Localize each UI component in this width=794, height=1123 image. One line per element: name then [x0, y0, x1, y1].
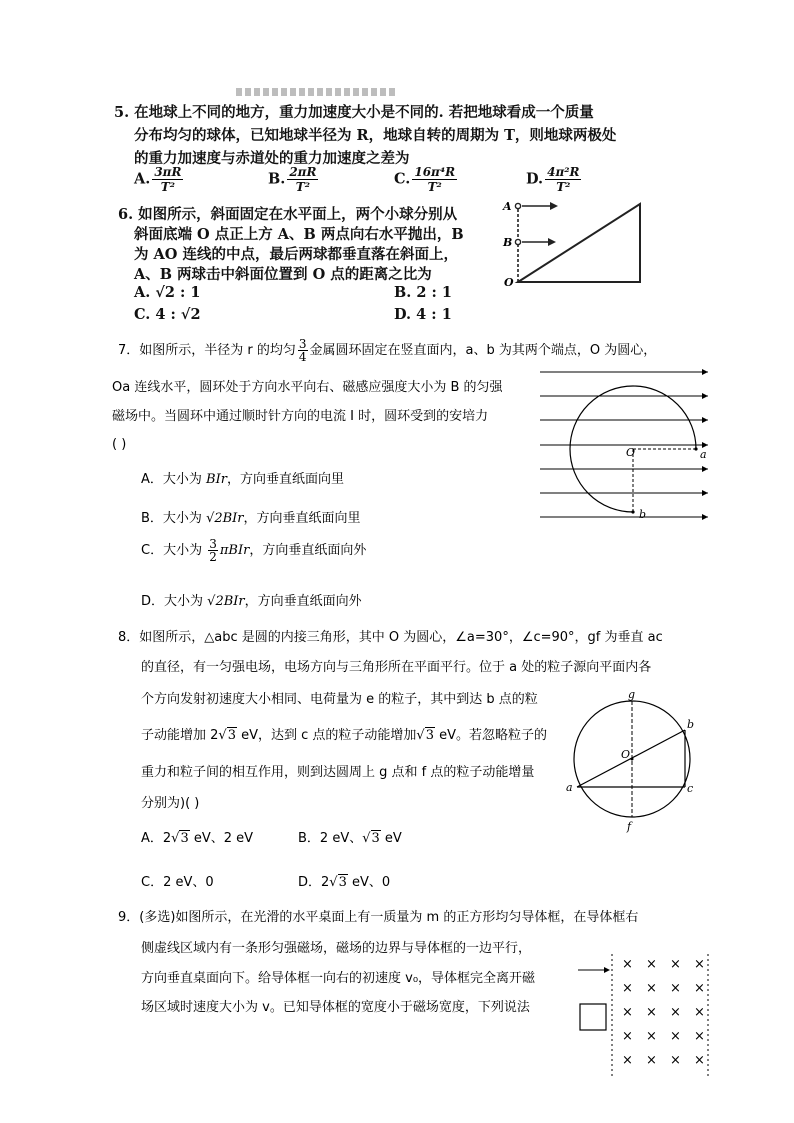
label-B: B	[503, 236, 513, 249]
field-x-mark: ×	[646, 1029, 657, 1044]
label-O: O	[626, 446, 636, 459]
field-x-mark: ×	[694, 1029, 705, 1044]
conductor-frame	[580, 1004, 606, 1030]
field-lines	[540, 372, 708, 517]
label-a: a	[700, 448, 707, 461]
cropped-top-line	[106, 82, 406, 96]
field-x-mark: ×	[694, 981, 705, 996]
q6-option-b: B. 2 : 1	[394, 284, 452, 301]
q6-option-c: C. 4 : √2	[134, 306, 201, 323]
q6-line1: 6. 如图所示，斜面固定在水平面上，两个小球分别从	[118, 206, 458, 223]
ball-a	[515, 203, 520, 208]
field-x-mark: ×	[694, 957, 705, 972]
field-x-mark: ×	[646, 957, 657, 972]
field-x-mark: ×	[646, 981, 657, 996]
field-x-mark: ×	[622, 1005, 633, 1020]
field-x-mark: ×	[646, 1053, 657, 1068]
field-x-mark: ×	[670, 981, 681, 996]
q8-line5: 重力和粒子间的相互作用，则到达圆周上 g 点和 f 点的粒子动能增量	[141, 765, 535, 780]
q9-line1: 9．(多选)如图所示，在光滑的水平桌面上有一质量为 m 的正方形均匀导体框，在导体框右	[118, 910, 639, 925]
incline	[518, 204, 640, 282]
q7-line4: ( )	[112, 437, 127, 452]
q5-line1: 5. 在地球上不同的地方，重力加速度大小是不同的. 若把地球看成一个质量	[114, 104, 594, 121]
field-x-mark: ×	[670, 1053, 681, 1068]
label-a: a	[566, 781, 573, 794]
label-f: f	[627, 820, 632, 833]
label-A: A	[503, 200, 512, 213]
ball-b	[515, 239, 520, 244]
q8-line6: 分别为)( )	[141, 796, 200, 811]
q8-line4: 子动能增加 2√3 eV，达到 c 点的粒子动能增加√3 eV。若忽略粒子的	[141, 728, 548, 743]
q5-option-a: A. $\frac{3\pi R}{\text{T²}}$	[134, 165, 182, 194]
q5-line3: 的重力加速度与赤道处的重力加速度之差为	[134, 150, 410, 167]
q7-option-a: A．大小为 BIr，方向垂直纸面向里	[141, 472, 344, 487]
field-marks	[622, 957, 705, 1068]
label-b: b	[687, 718, 695, 731]
q6-incline-figure	[500, 196, 650, 290]
q7-line2: Oa 连线水平，圆环处于方向水平向右、磁感应强度大小为 B 的匀强	[112, 380, 503, 395]
field-x-mark: ×	[622, 1053, 633, 1068]
q6-line2: 斜面底端 O 点正上方 A、B 两点向右水平抛出，B	[134, 226, 464, 243]
label-b: b	[639, 508, 647, 521]
field-x-mark: ×	[622, 981, 633, 996]
q8-line3: 个方向发射初速度大小相同、电荷量为 e 的粒子，其中到达 b 点的粒	[141, 692, 538, 707]
q5-line2: 分布均匀的球体，已知地球半径为 R，地球自转的周期为 T，则地球两极处	[134, 127, 617, 144]
q6-line4: A、B 两球击中斜面位置到 O 点的距离之比为	[134, 266, 432, 283]
field-x-mark: ×	[622, 957, 633, 972]
q9-field-figure	[572, 950, 712, 1078]
q9-line4: 场区域时速度大小为 v。已知导体框的宽度小于磁场宽度，下列说法	[141, 1000, 530, 1015]
q8-option-d: D．2√3 eV、0	[298, 875, 391, 890]
arrow-b-head	[548, 238, 556, 246]
q8-line1: 8．如图所示，△abc 是圆的内接三角形，其中 O 为圆心，∠a=30°，∠c=90°，gf 为垂直 ac	[118, 630, 663, 645]
q7-ring-figure	[536, 362, 712, 526]
q9-line3: 方向垂直桌面向下。给导体框一向右的初速度 v₀，导体框完全离开磁	[141, 971, 536, 986]
field-x-mark: ×	[694, 1053, 705, 1068]
label-O: O	[504, 276, 514, 289]
label-c: c	[687, 782, 694, 795]
q8-option-a: A．2√3 eV、2 eV	[141, 831, 254, 846]
arrow-a-head	[550, 202, 558, 210]
q6-option-d: D. 4 : 1	[394, 306, 452, 323]
q6-line3: 为 AO 连线的中点，最后两球都垂直落在斜面上，	[134, 246, 458, 263]
label-O: O	[621, 748, 631, 761]
q8-option-b: B．2 eV、√3 eV	[298, 831, 402, 846]
q7-option-c: C．大小为 $\frac{3}{2}$ πBIr，方向垂直纸面向外	[141, 537, 367, 564]
field-x-mark: ×	[646, 1005, 657, 1020]
q8-line2: 的直径，有一匀强电场，电场方向与三角形所在平面平行。位于 a 处的粒子源向平面内各	[141, 660, 652, 675]
q5-option-c: C. $\frac{\text{16π⁴R}}{\text{T²}}$	[394, 165, 456, 194]
q7-option-b: B．大小为 √2BIr，方向垂直纸面向里	[141, 511, 361, 526]
q7-line3: 磁场中。当圆环中通过顺时针方向的电流 I 时，圆环受到的安培力	[112, 409, 489, 424]
field-x-mark: ×	[622, 1029, 633, 1044]
field-x-mark: ×	[670, 957, 681, 972]
q6-option-a: A. √2 : 1	[134, 284, 201, 301]
q7-option-d: D．大小为 √2BIr，方向垂直纸面向外	[141, 594, 362, 609]
field-x-mark: ×	[670, 1029, 681, 1044]
q5-option-b: B. $\frac{2\pi R}{\text{T²}}$	[268, 165, 317, 194]
q8-circle-figure	[564, 684, 704, 836]
q8-option-c: C．2 eV、0	[141, 875, 214, 890]
label-g: g	[628, 688, 636, 701]
field-x-mark: ×	[670, 1005, 681, 1020]
q5-option-d: D. $\frac{\text{4π²R}}{\text{T²}}$	[526, 165, 580, 194]
q9-line2: 侧虚线区域内有一条形匀强磁场，磁场的边界与导体框的一边平行，	[141, 941, 532, 956]
q7-line1: 7．如图所示，半径为 r 的均匀 $\frac{3}{4}$ 金属圆环固定在竖直面内，a、b 为其两个端点，O 为圆心，	[118, 337, 657, 364]
field-x-mark: ×	[694, 1005, 705, 1020]
